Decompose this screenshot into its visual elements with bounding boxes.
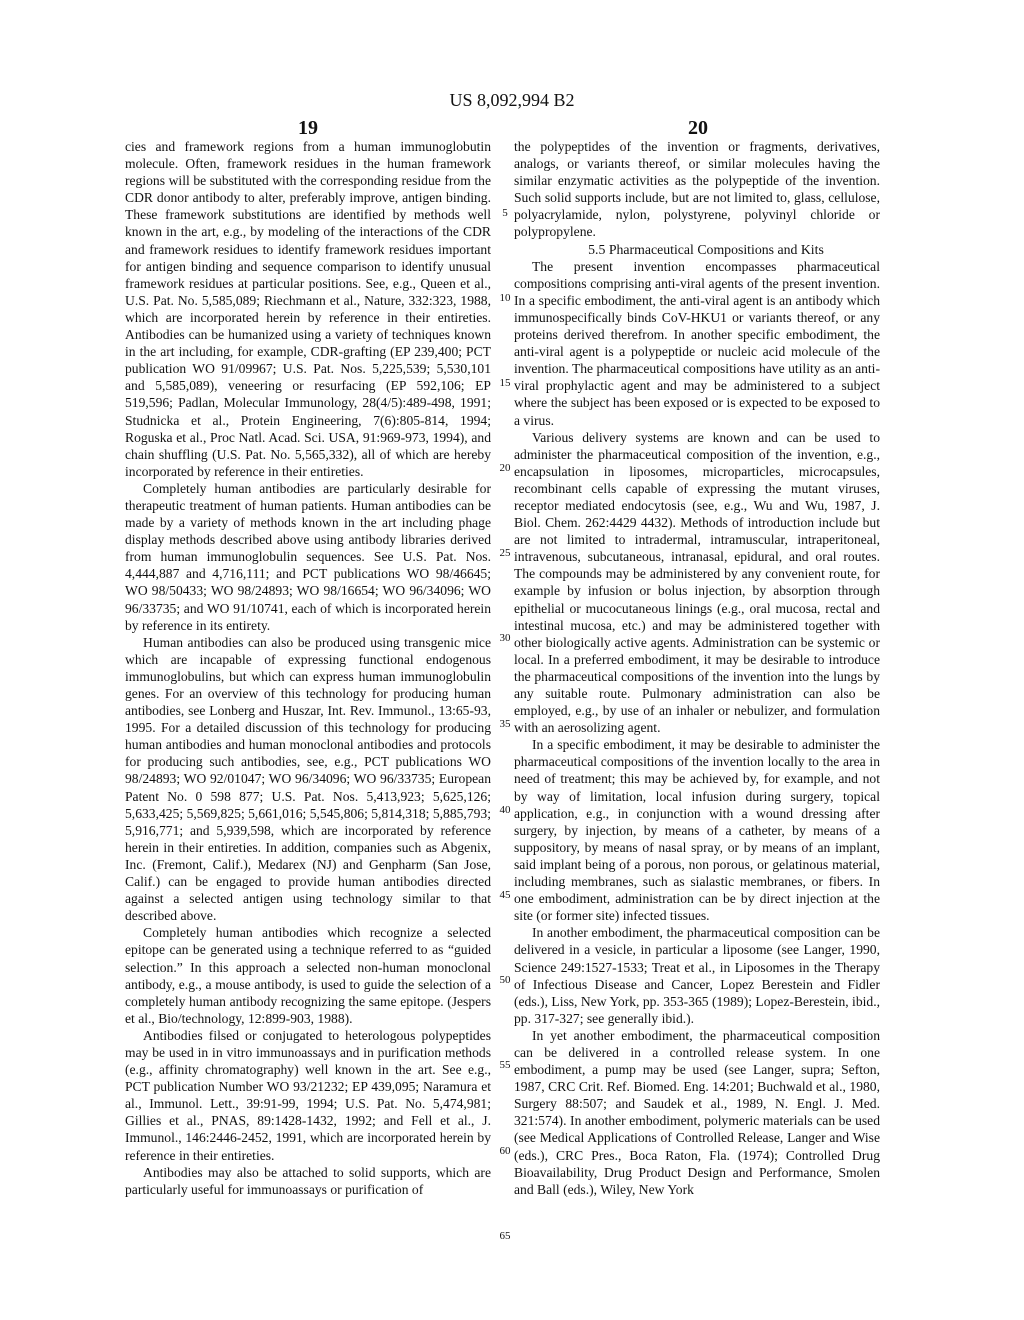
paragraph: Antibodies may also be attached to solid supports, which are particularly useful for immunoassays or purification of (125, 1164, 491, 1197)
line-number: 15 (499, 377, 511, 389)
line-number: 65 (499, 1230, 511, 1242)
paragraph: Antibodies filsed or conjugated to heterologous polypeptides may be used in in vitro immunoassays and in purification methods (e.g., affinity chromatography) well known in the art. See e.g., PCT publication Number WO 93/21232; EP 439,095; Naramura et al., Immunol. Lett., 39:91-99, 1994; U.S. Pat. No. 5,474,981; Gillies et al., PNAS, 89:1428-1432, 1992; and Fell et al., J. Immunol., 146:2446-2452, 1991, which are incorporated herein by reference in their entireties. (125, 1027, 491, 1163)
paragraph: the polypeptides of the invention or fragments, derivatives, analogs, or variants thereof, or similar molecules having the similar enzymatic activities as the polypeptide of the invention. Such solid supports include, but are not limited to, glass, cellulose, polyacrylamide, nylon, polystyrene, polyvinyl chloride or polypropylene. (514, 139, 880, 240)
paragraph: Completely human antibodies which recognize a selected epitope can be generated using a technique referred to as “guided selection.” In this approach a selected non-human monoclonal antibody, e.g., a mouse antibody, is used to guide the selection of a completely human antibody recognizing the same epitope. (Jespers et al., Bio/technology, 12:899-903, 1988). (125, 925, 491, 1026)
line-number: 5 (502, 207, 508, 219)
patent-number: US 8,092,994 B2 (449, 90, 575, 110)
line-number: 40 (499, 804, 511, 816)
page-number-left: 19 (298, 117, 318, 139)
paragraph: Various delivery systems are known and can be used to administer the pharmaceutical composition of the invention, e.g., encapsulation in liposomes, microparticles, microcapsules, recombinant cells capable of expressing the mutant viruses, receptor mediated endocytosis (see, e.g., Wu and Wu, 1987, J. Biol. Chem. 262:4429 4432). Methods of introduction include but are not limited to intradermal, intramuscular, intraperitoneal, intravenous, subcutaneous, intranasal, epidural, and oral routes. The compounds may be administered by any convenient route, for example by infusion or bolus injection, by absorption through epithelial or mucocutaneous linings (e.g., oral mucosa, rectal and intestinal mucosa, etc.) and may be administered together with other biologically active agents. Administration can be systemic or local. In a preferred embodiment, it may be desirable to introduce the pharmaceutical compositions of the invention into the lungs by any suitable route. Pulmonary administration can also be employed, e.g., by use of an inhaler or nebulizer, and formulation with an aerosolizing agent. (514, 429, 880, 736)
paragraph: Completely human antibodies are particularly desirable for therapeutic treatment of human patients. Human antibodies can be made by a variety of methods known in the art including phage display methods described above using antibody libraries derived from human immunoglobulin sequences. See U.S. Pat. Nos. 4,444,887 and 4,716,111; and PCT publications WO 98/46645; WO 98/50433; WO 98/24893; WO 98/16654; WO 96/34096; WO 96/33735; and WO 91/10741, each of which is incorporated herein by reference in its entirety. (125, 480, 491, 633)
page-number-right: 20 (688, 117, 708, 139)
line-number: 60 (499, 1145, 511, 1157)
paragraph: Human antibodies can also be produced using transgenic mice which are incapable of expressing functional endogenous immunoglobulins, but which can express human immunoglobulin genes. For an overview of this technology for producing human antibodies, see Lonberg and Huszar, Int. Rev. Immunol., 13:65-93, 1995. For a detailed discussion of this technology for producing human antibodies and human monoclonal antibodies and protocols for producing such antibodies, see, e.g., PCT publications WO 98/24893; WO 92/01047; WO 96/34096; WO 96/33735; European Patent No. 0 598 877; U.S. Pat. Nos. 5,413,923; 5,625,126; 5,633,425; 5,569,825; 5,661,016; 5,545,806; 5,814,318; 5,885,793; 5,916,771; and 5,939,598, which are incorporated by reference herein in their entireties. In addition, companies such as Abgenix, Inc. (Fremont, Calif.), Medarex (NJ) and Genpharm (San Jose, Calif.) can be engaged to provide human antibodies directed against a selected antigen using technology similar to that described above. (125, 634, 491, 924)
paragraph: cies and framework regions from a human immunoglobutin molecule. Often, framework residues in the human framework regions will be substituted with the corresponding residue from the CDR donor antibody to alter, preferably improve, antigen binding. These framework substitutions are identified by methods well known in the art, e.g., by modeling of the interactions of the CDR and framework residues to identify framework residues important for antigen binding and sequence comparison to identify unusual framework residues at particular positions. See, e.g., Queen et al., U.S. Pat. No. 5,585,089; Riechmann et al., Nature, 332:323, 1988, which are incorporated herein by reference in their entireties. Antibodies can be humanized using a variety of techniques known in the art including, for example, CDR-grafting (EP 239,400; PCT publication WO 91/09967; U.S. Pat. Nos. 5,225,539; 5,530,101 and 5,585,089), veneering or resurfacing (EP 592,106; EP 519,596; Padlan, Molecular Immunology, 28(4/5):489-498, 1991; Studnicka et al., Protein Engineering, 7(6):805-814, 1994; Roguska et al., Proc Natl. Acad. Sci. USA, 91:969-973, 1994), and chain shuffling (U.S. Pat. No. 5,565,332), all of which are hereby incorporated by reference in their entireties. (125, 139, 491, 479)
line-number: 30 (499, 632, 511, 644)
left-column (125, 138, 491, 1198)
paragraph: In a specific embodiment, it may be desirable to administer the pharmaceutical compositions of the invention locally to the area in need of treatment; this may be achieved by, for example, and not by way of limitation, local infusion during surgery, topical application, e.g., in conjunction with a wound dressing after surgery, by injection, by means of a catheter, by means of a suppository, by means of nasal spray, or by means of an implant, said implant being of a porous, non porous, or gelatinous material, including membranes, such as sialastic membranes, or fibers. In one embodiment, administration can be by direct injection at the site (or former site) infected tissues. (514, 737, 880, 924)
line-number: 35 (499, 718, 511, 730)
section-heading: 5.5 Pharmaceutical Compositions and Kits (588, 241, 824, 257)
paragraph: In another embodiment, the pharmaceutical composition can be delivered in a vesicle, in particular a liposome (see Langer, 1990, Science 249:1527-1533; Treat et al., in Liposomes in the Therapy of Infectious Disease and Cancer, Lopez Berestein and Fidler (eds.), Liss, New York, pp. 353-365 (1989); Lopez-Berestein, ibid., pp. 317-327; see generally ibid.). (514, 925, 880, 1026)
paragraph: In yet another embodiment, the pharmaceutical composition can be delivered in a controlled release system. In one embodiment, a pump may be used (see Langer, supra; Sefton, 1987, CRC Crit. Ref. Biomed. Eng. 14:201; Buchwald et al., 1980, Surgery 88:507; and Saudek et al., 1989, N. Engl. J. Med. 321:574). In another embodiment, polymeric materials can be used (see Medical Applications of Controlled Release, Langer and Wise (eds.), CRC Pres., Boca Raton, Fla. (1974); Controlled Drug Bioavailability, Drug Product Design and Performance, Smolen and Ball (eds.), Wiley, New York (514, 1027, 880, 1197)
line-number: 50 (499, 974, 511, 986)
line-number: 10 (499, 292, 511, 304)
line-number: 45 (499, 889, 511, 901)
line-number: 25 (499, 547, 511, 559)
paragraph: The present invention encompasses pharmaceutical compositions comprising anti-viral agents of the present invention. In a specific embodiment, the anti-viral agent is an antibody which immunospecifically binds CoV-HKU1 or variants thereof, or any proteins derived therefrom. In another specific embodiment, the anti-viral agent is a polypeptide or nucleic acid molecule of the invention. The pharmaceutical compositions have utility as an anti-viral prophylactic agent and may be administered to a subject where the subject has been exposed or is expected to be exposed to a virus. (514, 258, 880, 428)
right-column (514, 138, 880, 1198)
line-number: 55 (499, 1059, 511, 1071)
line-number: 20 (499, 462, 511, 474)
